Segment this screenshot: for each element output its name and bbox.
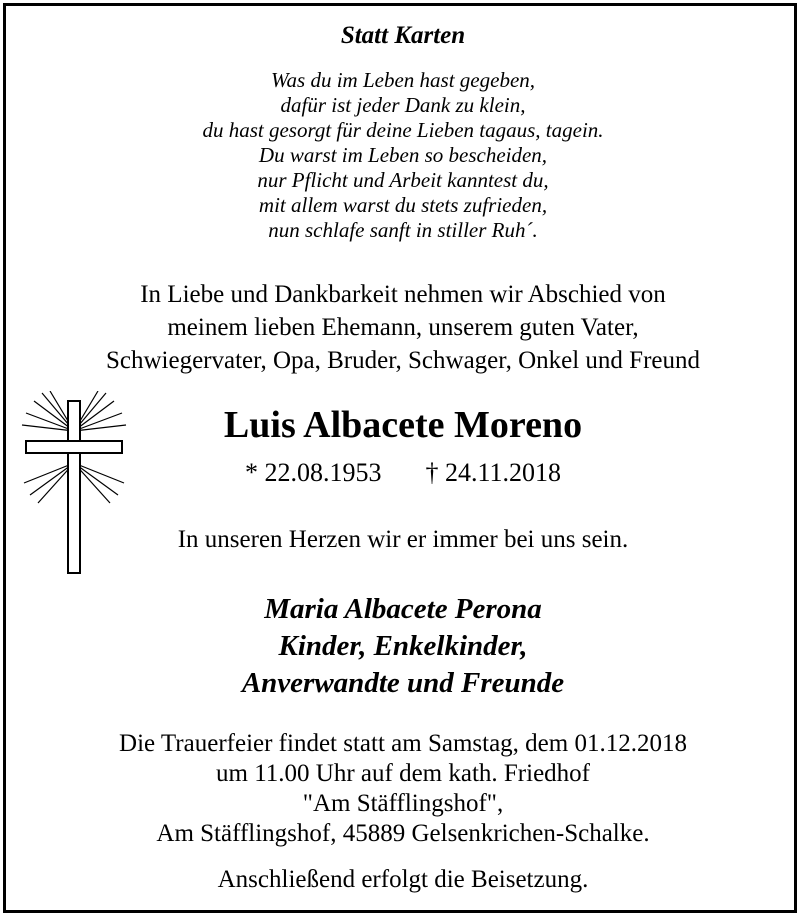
intro-line: Schwiegervater, Opa, Bruder, Schwager, Onkel und Freund <box>105 347 701 374</box>
poem-line: mit allem warst du stets zufrieden, <box>258 193 548 217</box>
intro-line: In Liebe und Dankbarkeit nehmen wir Abschied von <box>140 281 666 308</box>
mourner-line: Anverwandte und Freunde <box>241 667 565 699</box>
obituary-notice <box>3 3 797 913</box>
service-line: Am Stäfflingshof, 45889 Gelsenkrichen-Schalke. <box>156 820 650 847</box>
notice-heading: Statt Karten <box>340 22 466 49</box>
service-line: Die Trauerfeier findet statt am Samstag, dem 01.12.2018 <box>119 730 687 757</box>
mourner-line: Maria Albacete Perona <box>264 593 542 625</box>
burial-note: Anschließend erfolgt die Beisetzung. <box>217 866 589 893</box>
memorial-quote: In unseren Herzen wir er immer bei uns sein. <box>177 526 629 553</box>
death-date: † 24.11.2018 <box>425 458 562 487</box>
service-line: um 11.00 Uhr auf dem kath. Friedhof <box>216 760 590 787</box>
poem-line: nur Pflicht und Arbeit kanntest du, <box>257 168 549 192</box>
birth-date: * 22.08.1953 <box>244 458 382 487</box>
poem-line: du hast gesorgt für deine Lieben tagaus, tagein. <box>202 118 604 142</box>
poem-line: nun schlafe sanft in stiller Ruh´. <box>268 218 538 242</box>
life-dates <box>6 458 800 488</box>
deceased-name: Luis Albacete Moreno <box>223 404 583 446</box>
poem-line: Du warst im Leben so bescheiden, <box>258 143 548 167</box>
mourner-line: Kinder, Enkelkinder, <box>278 630 528 662</box>
poem-line: dafür ist jeder Dank zu klein, <box>280 93 526 117</box>
intro-line: meinem lieben Ehemann, unserem guten Vater, <box>167 314 639 341</box>
service-line: "Am Stäfflingshof", <box>302 790 504 817</box>
poem-line: Was du im Leben hast gegeben, <box>270 68 536 92</box>
